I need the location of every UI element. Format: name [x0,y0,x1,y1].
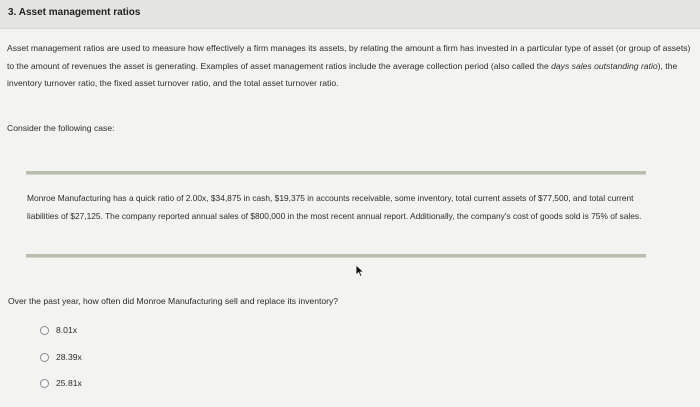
radio-button-icon[interactable] [40,326,49,335]
intro-text-end: ), the inventory turnover ratio, the fixed asset turnover ratio, and the total asset turnover ratio. [7,60,678,88]
section-header [0,0,700,29]
radio-button-icon[interactable] [40,379,49,388]
mouse-pointer-icon [355,264,365,278]
intro-text-italic: days sales outstanding ratio [551,60,658,71]
intro-paragraph [7,40,693,93]
answer-option-label: 25.81x [56,378,82,388]
intro-text-start: Asset management ratios are used to measure how effectively a firm manages its assets, by relating the amount a firm has invested in a particular type of asset (or group of assets) to the amount of revenues the asset is generating. Examples of asset management ratios include the average collection period (also called the [7,43,691,71]
radio-button-icon[interactable] [40,353,49,362]
case-divider-top [26,171,646,175]
case-divider-bottom [26,254,646,258]
answer-option-label: 28.39x [56,352,82,362]
answer-option-label: 8.01x [56,325,78,335]
answer-option-1[interactable] [40,325,77,335]
answer-option-3[interactable] [40,378,82,388]
answer-option-2[interactable] [40,352,82,362]
section-title: 3. Asset management ratios [8,7,141,18]
question-text: Over the past year, how often did Monroe Manufacturing sell and replace its inventory? [8,296,339,306]
consider-label: Consider the following case: [7,123,115,133]
case-paragraph: Monroe Manufacturing has a quick ratio of 2.00x, $34,875 in cash, $19,375 in accounts receivable, some inventory, total current assets of $77,500, and total current liabilities of $27,125. The company reported annual sales of $800,000 in the most recent annual report. Additionally, the company's cost of goods sold is 75% of sales. [27,193,642,221]
